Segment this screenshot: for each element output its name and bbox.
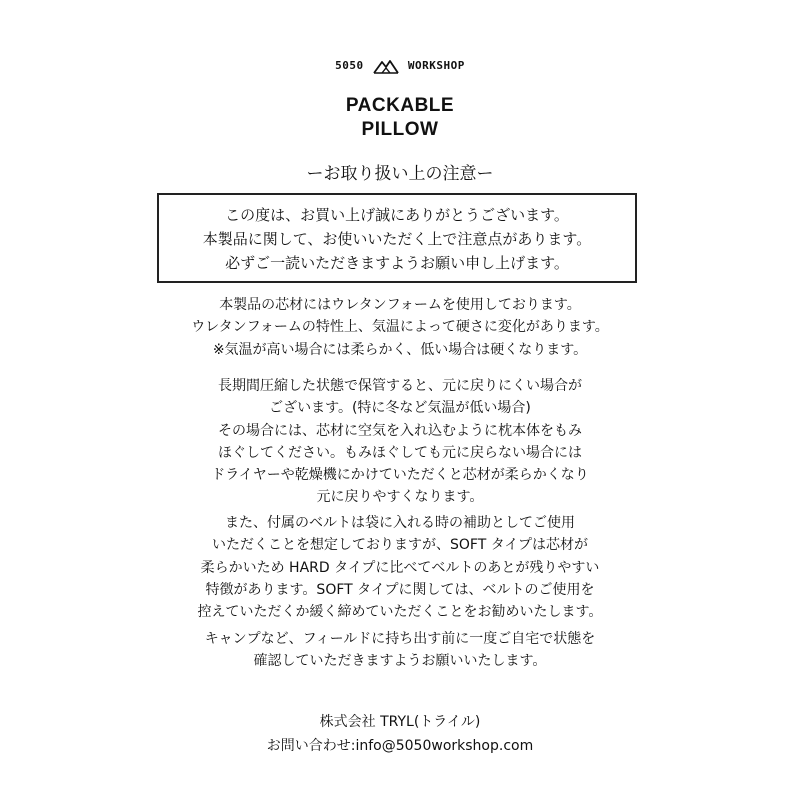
paragraph-line: 特徴があります。SOFT タイプに関しては、ベルトのご使用を bbox=[205, 581, 595, 598]
paragraph-line: ※気温が高い場合には柔らかく、低い場合は硬くなります。 bbox=[212, 341, 588, 358]
paragraph-line: いただくことを想定しておりますが、SOFT タイプは芯材が bbox=[211, 537, 588, 554]
logo-text-left: 5050 bbox=[335, 59, 364, 72]
paragraph-camping bbox=[0, 628, 800, 673]
notice-heading: ーお取り扱い上の注意ー bbox=[306, 164, 494, 184]
paragraph-line: ほぐしてください。もみほぐしても元に戻らない場合には bbox=[218, 444, 582, 461]
paragraph-line: 控えていただくか緩く締めていただくことをお勧めいたします。 bbox=[197, 604, 603, 621]
brand-logo bbox=[0, 56, 800, 76]
paragraph-line: 本製品の芯材にはウレタンフォームを使用しております。 bbox=[219, 297, 581, 313]
greeting-line: この度は、お買い上げ誠にありがとうございます。 bbox=[225, 206, 569, 224]
paragraph-line: 確認していただきますようお願いいたします。 bbox=[253, 653, 547, 670]
product-title-line-1: PACKABLE bbox=[345, 95, 455, 116]
company-name: 株式会社 TRYL(トライル) bbox=[319, 714, 481, 730]
paragraph-line: 柔らかいため HARD タイプに比べてベルトのあとが残りやすい bbox=[200, 559, 600, 576]
greeting-line: 本製品に関して、お使いいただく上で注意点があります。 bbox=[202, 230, 592, 248]
paragraph-line: ドライヤーや乾燥機にかけていただくと芯材が柔らかくなり bbox=[211, 467, 589, 484]
paragraph-urethane bbox=[0, 294, 800, 361]
product-title bbox=[0, 94, 800, 142]
paragraph-line: キャンプなど、フィールドに持ち出す前に一度ご自宅で状態を bbox=[204, 631, 596, 647]
company-info bbox=[0, 710, 800, 758]
product-title-line-2: PILLOW bbox=[361, 119, 439, 140]
paragraph-line: その場合には、芯材に空気を入れ込むように枕本体をもみ bbox=[218, 422, 582, 439]
paragraph-line: 長期間圧縮した状態で保管すると、元に戻りにくい場合が bbox=[218, 378, 582, 394]
greeting-box bbox=[157, 193, 637, 283]
paragraph-line: また、付属のベルトは袋に入れる時の補助としてご使用 bbox=[225, 515, 575, 531]
greeting-line: 必ずご一読いただきますようお願い申し上げます。 bbox=[225, 254, 569, 272]
contact-email: お問い合わせ:info@5050workshop.com bbox=[266, 738, 534, 754]
paragraph-line: 元に戻りやすくなります。 bbox=[316, 489, 484, 506]
logo-text-right: WORKSHOP bbox=[407, 59, 465, 72]
paragraph-belt bbox=[0, 512, 800, 623]
paragraph-line: ございます。(特に冬など気温が低い場合) bbox=[269, 400, 531, 417]
mountain-icon bbox=[373, 58, 399, 74]
paragraph-storage bbox=[0, 375, 800, 509]
paragraph-line: ウレタンフォームの特性上、気温によって硬さに変化があります。 bbox=[191, 319, 609, 336]
